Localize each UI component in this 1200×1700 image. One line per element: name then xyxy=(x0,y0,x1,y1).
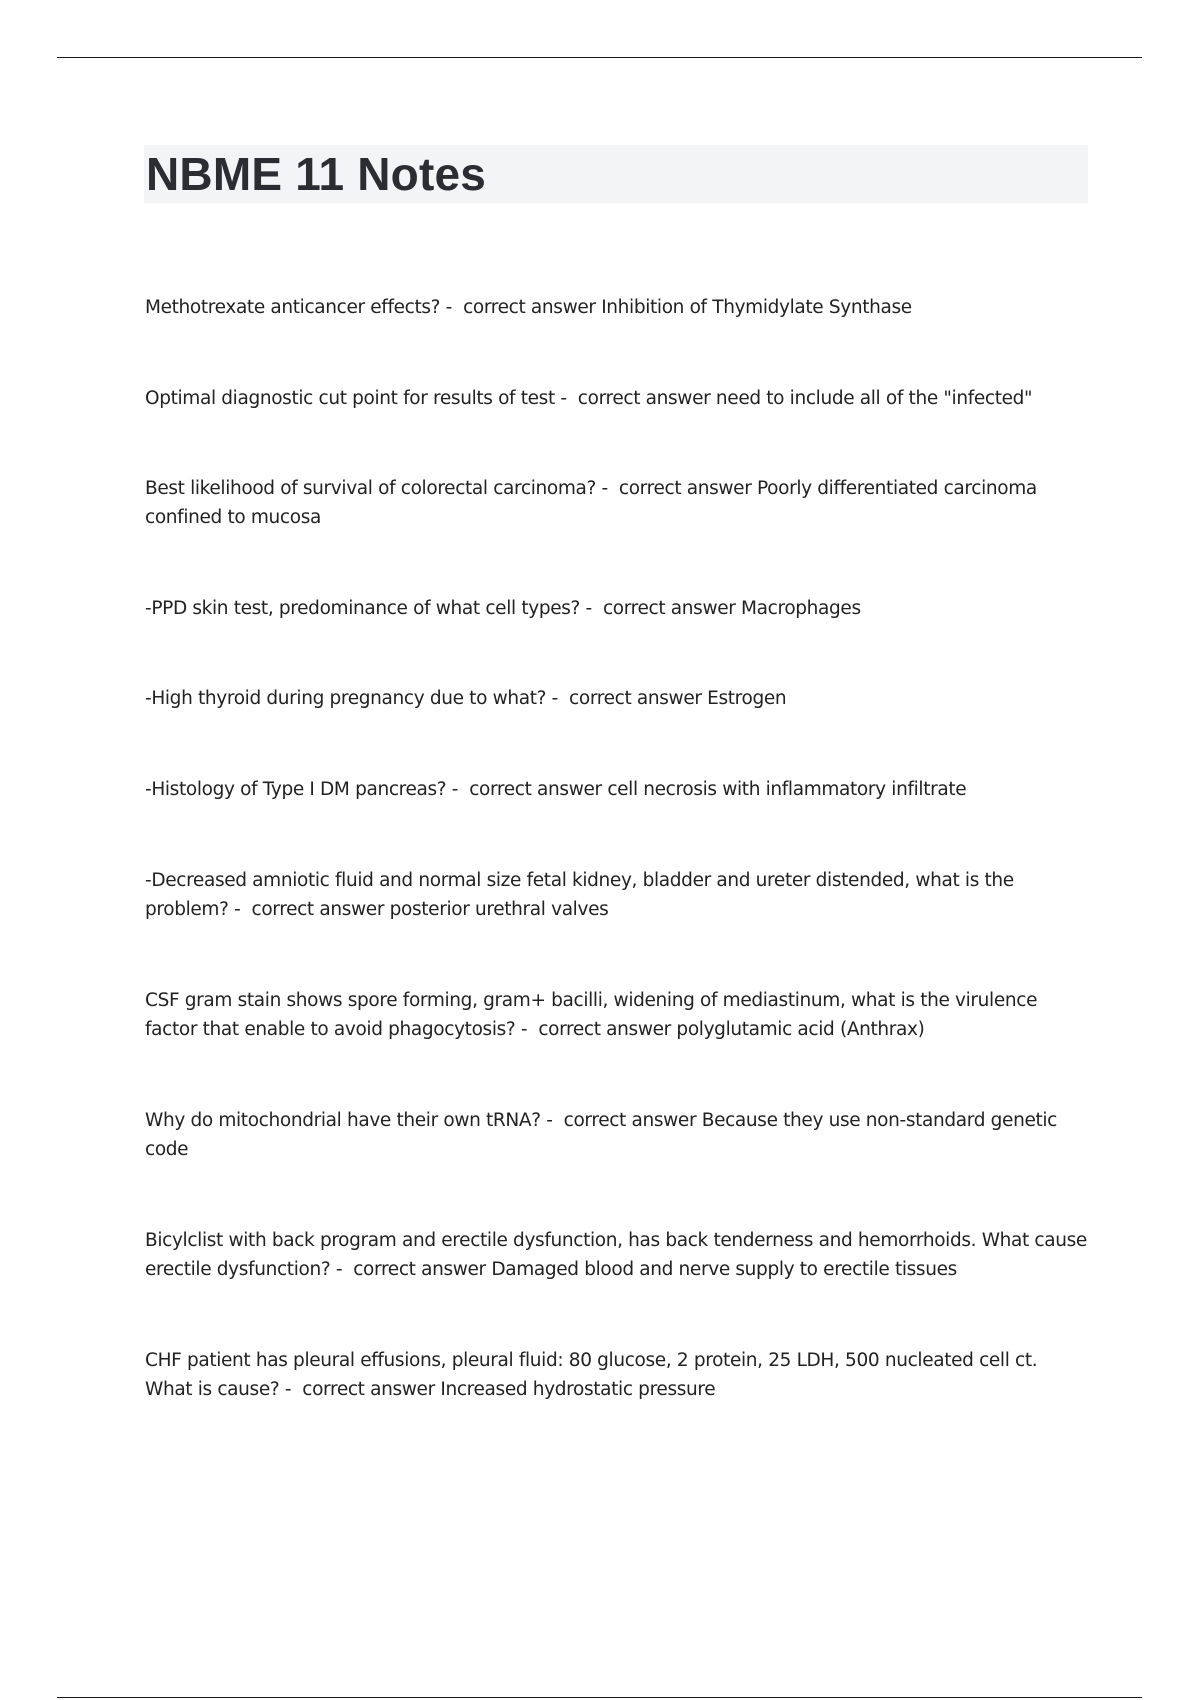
qa-separator: - xyxy=(440,297,464,318)
qa-item xyxy=(145,775,1090,804)
top-rule xyxy=(57,57,1142,58)
qa-separator: - xyxy=(330,1259,354,1280)
qa-separator: - xyxy=(446,779,470,800)
qa-separator: - xyxy=(540,1110,564,1131)
qa-separator: - xyxy=(546,688,570,709)
qa-question: Bicylclist with back program and erectile dysfunction, has back tenderness and hemorrhoids. What cause erectile dysfunction? xyxy=(145,1230,1087,1280)
qa-answer-prefix: correct answer xyxy=(602,598,736,619)
qa-answer-prefix: correct answer xyxy=(302,1379,435,1400)
qa-question: Optimal diagnostic cut point for results of test xyxy=(145,388,555,409)
qa-answer: cell necrosis with inflammatory infiltrate xyxy=(607,779,967,800)
qa-answer-prefix: correct answer xyxy=(353,1259,486,1280)
qa-separator: - xyxy=(580,598,603,619)
qa-question: -Histology of Type I DM pancreas? xyxy=(145,779,447,800)
qa-item xyxy=(145,1106,1090,1164)
qa-answer-prefix: correct answer xyxy=(577,388,711,409)
qa-answer: polyglutamic acid (Anthrax) xyxy=(676,1019,925,1040)
qa-item xyxy=(145,1226,1090,1284)
qa-answer: need to include all of the "infected" xyxy=(715,388,1033,409)
qa-separator: - xyxy=(554,388,578,409)
qa-item xyxy=(145,684,1090,713)
qa-question: -High thyroid during pregnancy due to what? xyxy=(145,688,547,709)
qa-separator: - xyxy=(515,1019,539,1040)
qa-question: -Decreased amniotic fluid and normal size fetal kidney, bladder and ureter distended, what is the problem? xyxy=(145,870,1014,920)
qa-item xyxy=(145,474,1090,532)
qa-answer: Because they use non-standard genetic code xyxy=(145,1110,1057,1160)
qa-answer-prefix: correct answer xyxy=(618,478,752,499)
qa-answer-prefix: correct answer xyxy=(538,1019,671,1040)
qa-answer: Macrophages xyxy=(741,598,861,619)
qa-separator: - xyxy=(595,478,619,499)
qa-item xyxy=(145,384,1090,413)
qa-answer-prefix: correct answer xyxy=(569,688,702,709)
qa-separator: - xyxy=(228,899,252,920)
page-title: NBME 11 Notes xyxy=(146,148,487,200)
qa-answer: Inhibition of Thymidylate Synthase xyxy=(601,297,912,318)
bottom-rule xyxy=(57,1697,1142,1698)
qa-item xyxy=(145,293,1090,322)
qa-item xyxy=(145,986,1090,1044)
qa-question: Methotrexate anticancer effects? xyxy=(145,297,441,318)
qa-answer-prefix: correct answer xyxy=(463,297,596,318)
qa-question: Best likelihood of survival of colorectal carcinoma? xyxy=(145,478,596,499)
qa-answer: posterior urethral valves xyxy=(389,899,609,920)
qa-item xyxy=(145,594,1090,623)
qa-question: CHF patient has pleural effusions, pleural fluid: 80 glucose, 2 protein, 25 LDH, 500 nucleated cell ct. What is cause? xyxy=(145,1350,1038,1400)
qa-answer: Estrogen xyxy=(707,688,787,709)
qa-answer-prefix: correct answer xyxy=(563,1110,697,1131)
qa-item xyxy=(145,1346,1090,1404)
qa-question: -PPD skin test, predominance of what cell types? xyxy=(145,598,581,619)
qa-item xyxy=(145,866,1090,924)
qa-separator: - xyxy=(279,1379,303,1400)
qa-question: Why do mitochondrial have their own tRNA? xyxy=(145,1110,541,1131)
qa-question: CSF gram stain shows spore forming, gram+ bacilli, widening of mediastinum, what is the virulence factor that enable to avoid phagocytosis? xyxy=(145,990,1038,1040)
qa-answer-prefix: correct answer xyxy=(469,779,602,800)
qa-answer-prefix: correct answer xyxy=(251,899,385,920)
qa-answer: Increased hydrostatic pressure xyxy=(440,1379,716,1400)
qa-answer: Damaged blood and nerve supply to erectile tissues xyxy=(491,1259,957,1280)
qa-answer: Poorly differentiated carcinoma confined to mucosa xyxy=(145,478,1037,528)
